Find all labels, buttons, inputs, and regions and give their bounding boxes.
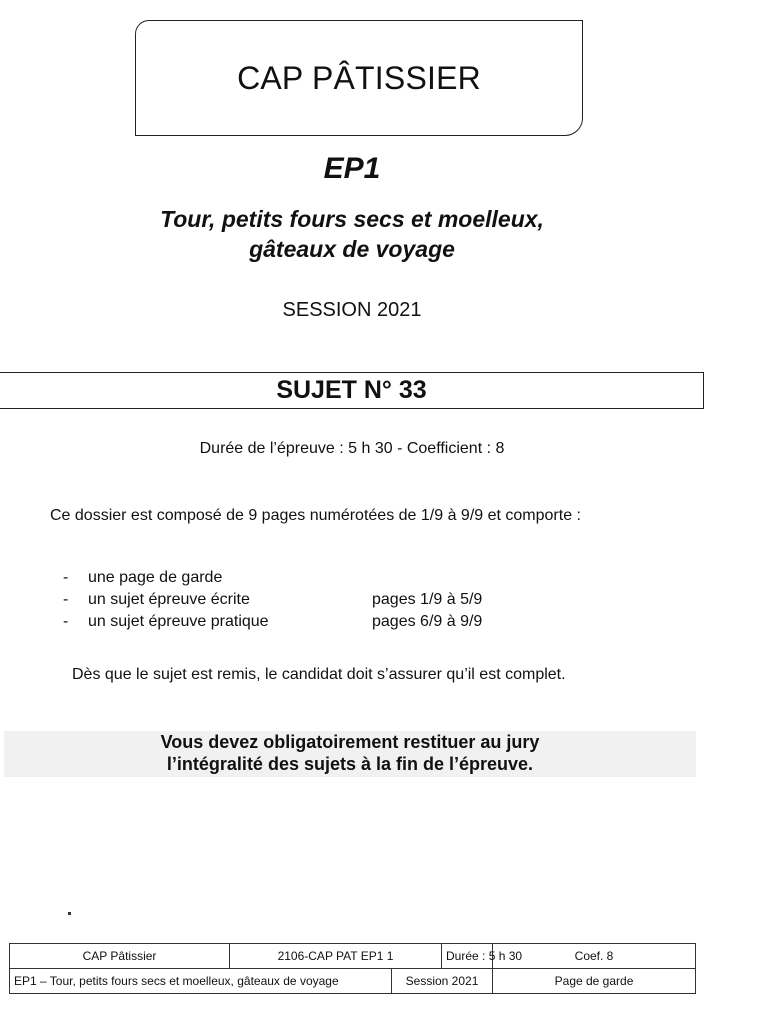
notice-line-2: l’intégralité des sujets à la fin de l’épreuve. [166, 754, 534, 774]
exam-part-title: EP1 [323, 152, 381, 185]
list-dash: - [63, 613, 69, 630]
table-row [10, 944, 696, 969]
footer-cell-coef: Coef. 8 [493, 944, 696, 969]
completeness-note: Dès que le sujet est remis, le candidat doit s’assurer qu’il est complet. [72, 666, 566, 683]
stray-dot [68, 912, 71, 915]
footer-table [9, 943, 696, 994]
list-dash: - [63, 569, 69, 586]
list-item [63, 589, 583, 611]
notice-line-1: Vous devez obligatoirement restituer au jury [160, 732, 540, 752]
table-row [10, 969, 696, 994]
list-dash: - [63, 591, 69, 608]
footer-cell-page: Page de garde [493, 969, 696, 994]
footer-cell-diploma: CAP Pâtissier [10, 944, 230, 969]
footer-cell-duration: Durée : 5 h 30 [442, 944, 493, 969]
footer-cell-code: 2106-CAP PAT EP1 1 [230, 944, 442, 969]
list-item-text: un sujet épreuve écrite [88, 591, 250, 608]
subject-number: SUJET N° 33 [276, 376, 427, 404]
list-item-text: une page de garde [88, 569, 223, 586]
subtitle-line-2: gâteaux de voyage [249, 236, 455, 262]
document-title: CAP PÂTISSIER [237, 59, 481, 96]
return-notice [4, 731, 696, 777]
subtitle-line-1: Tour, petits fours secs et moelleux, [160, 206, 544, 232]
footer-cell-subject: EP1 – Tour, petits fours secs et moelleux, gâteaux de voyage [10, 969, 392, 994]
list-item-pages: pages 1/9 à 5/9 [372, 591, 483, 608]
exam-subtitle [0, 204, 704, 264]
session-label: SESSION 2021 [282, 299, 422, 321]
list-item-pages: pages 6/9 à 9/9 [372, 613, 483, 630]
title-box [135, 20, 583, 136]
list-item [63, 611, 583, 633]
list-item-text: un sujet épreuve pratique [88, 613, 269, 630]
duration-text: Durée de l’épreuve : 5 h 30 - Coefficient : 8 [199, 440, 505, 457]
subject-box [0, 372, 704, 409]
contents-list [63, 567, 583, 633]
list-item [63, 567, 583, 589]
footer-cell-session: Session 2021 [392, 969, 493, 994]
composition-text: Ce dossier est composé de 9 pages numérotées de 1/9 à 9/9 et comporte : [50, 507, 581, 524]
